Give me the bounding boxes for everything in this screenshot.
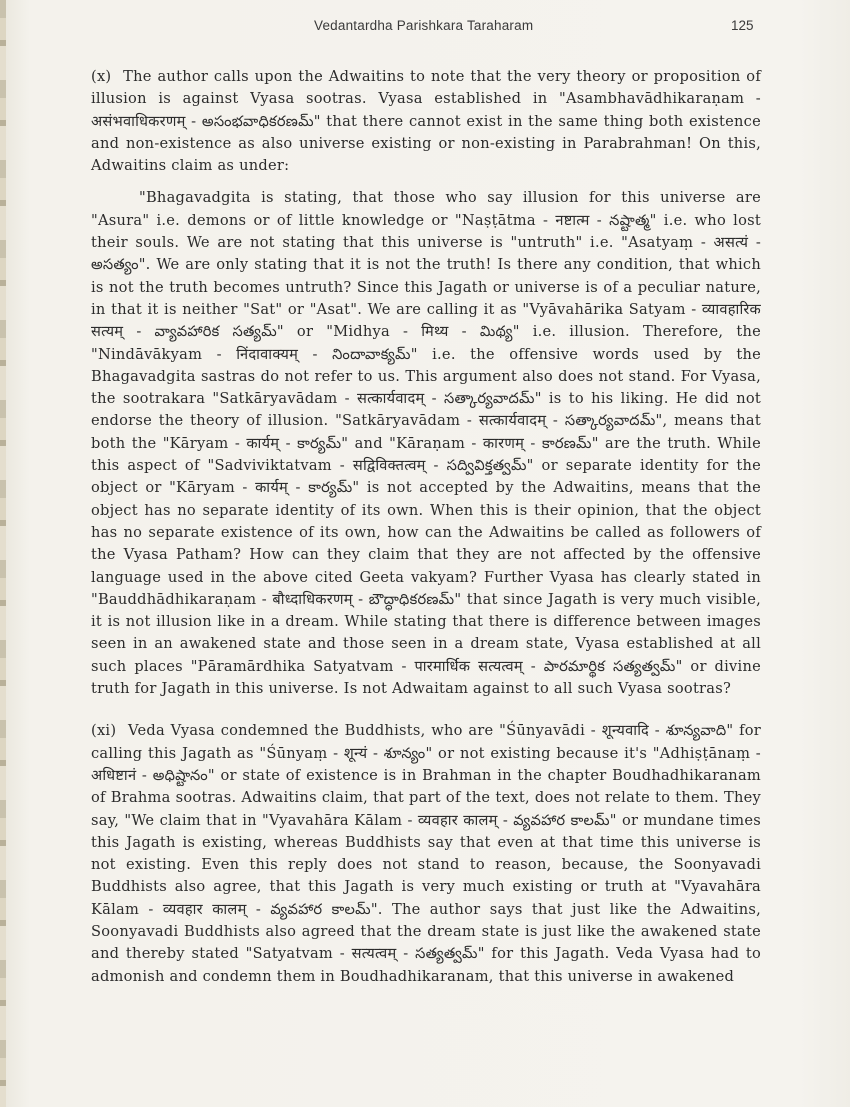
paragraph-x (91, 66, 761, 177)
running-title: Vedantardha Parishkara Taraharam (314, 18, 534, 33)
page-number: 125 (731, 18, 754, 33)
paragraph-xi (91, 720, 761, 988)
page-body (91, 66, 761, 988)
paragraph-text: The author calls upon the Adwaitins to note that the very theory or proposition of illusion is against Vyasa sootras. Vyasa established in "Asambhavādhikaraṇam - असंभवाधिकरणम् - అసంభవాధికరణమ్" that there cannot exist in the same thing both existence and non-existence as also universe existing or non-existing in Parabrahman! On this, Adwaitins claim as under: (91, 68, 761, 175)
quoted-argument: "Bhagavadgita is stating, that those who say illusion for this universe are "Asura" i.e. demons or of little knowledge or "Naṣṭātma - नष्टात्म - నష్టాత్మ" i.e. who lost their souls. We are not stating that this universe is "untruth" i.e. "Asatyaṃ - असत्यं - అసత్యం". We are only stating that it is not the truth! Is there any condition, that which is not the truth becomes untruth? Since this Jagath or universe is of a peculiar nature, in that it is neither "Sat" or "Asat". We are calling it as "Vyāvahārika Satyam - व्यावहारिक सत्यम् - వ్యావహారిక సత్యమ్" or "Midhya - मिथ्य - మిథ్య" i.e. illusion. Therefore, the "Nindāvākyam - निंदावाक्यम् - నిందావాక్యమ్" i.e. the offensive words used by the Bhagavadgita sastras do not refer to us. This argument also does not stand. For Vyasa, the sootrakara "Satkāryavādam - सत्कार्यवादम् - సత్కార్యవాదమ్" is to his liking. He did not endorse the theory of illusion. "Satkāryavādam - सत्कार्यवादम् - సత్కార్యవాదమ్", means that both the "Kāryam - कार्यम् - కార్యమ్" and "Kāraṇam - कारणम् - కారణమ్" are the truth. While this aspect of "Sadviviktatvam - सद्विविक्तत्वम् - సద్వివిక్తత్వమ్" or separate identity for the object or "Kāryam - कार्यम् - కార్యమ్" is not accepted by the Adwaitins, means that the object has no separate identity of its own. When this is their opinion, that the object has no separate existence of its own, how can the Adwaitins be called as followers of the Vyasa Patham? How can they claim that they are not affected by the offensive language used in the above cited Geeta vakyam? Further Vyasa has clearly stated in "Bauddhādhikaraṇam - बौध्दाधिकरणम् - బౌద్ధాధికరణమ్" that since Jagath is very much visible, it is not illusion like in a dream. While stating that there is difference between images seen in an awakened state and those seen in a dream state, Vyasa established at all such places "Pāramārdhika Satyatvam - पारमार्धिक सत्यत्वम् - పారమార్థిక సత్యత్వమ్" or divine truth for Jagath in this universe. Is not Adwaitam against to all such Vyasa sootras? (91, 189, 761, 698)
paragraph-label: (xi) (91, 722, 117, 740)
running-header (0, 18, 850, 40)
page-binding-edge (0, 0, 6, 1107)
paragraph-label: (x) (91, 68, 112, 85)
paragraph-text: Veda Vyasa condemned the Buddhists, who are "Śūnyavādi - शून्यवादि - శూన్యవాది" for calling this Jagath as "Śūnyaṃ - शून्यं - శూన్యం" or not existing because it's "Adhiṣṭānaṃ - अधिष्टानं - అధిష్టానం" or state of existence is in Brahman in the chapter Boudhadhikaranam of Brahma sootras. Adwaitins claim, that part of the text, does not relate to them. They say, "We claim that in "Vyavahāra Kālam - व्यवहार कालम् - వ్యవహార కాలమ్" or mundane times this Jagath is existing, whereas Buddhists say that even at that time this universe is not existing. Even this reply does not stand to reason, because, the Soonyavadi Buddhists also agree, that this Jagath is very much existing or truth at "Vyavahāra Kālam - व्यवहार कालम् - వ్యవహార కాలమ్". The author says that just like the Adwaitins, Soonyavadi Buddhists also agreed that the dream state is just like the awakened state and thereby stated "Satyatvam - सत्यत्वम् - సత్యత్వమ్" for this Jagath. Veda Vyasa had to admonish and condemn them in Boudhadhikaranam, that this universe in awakened (91, 722, 761, 985)
